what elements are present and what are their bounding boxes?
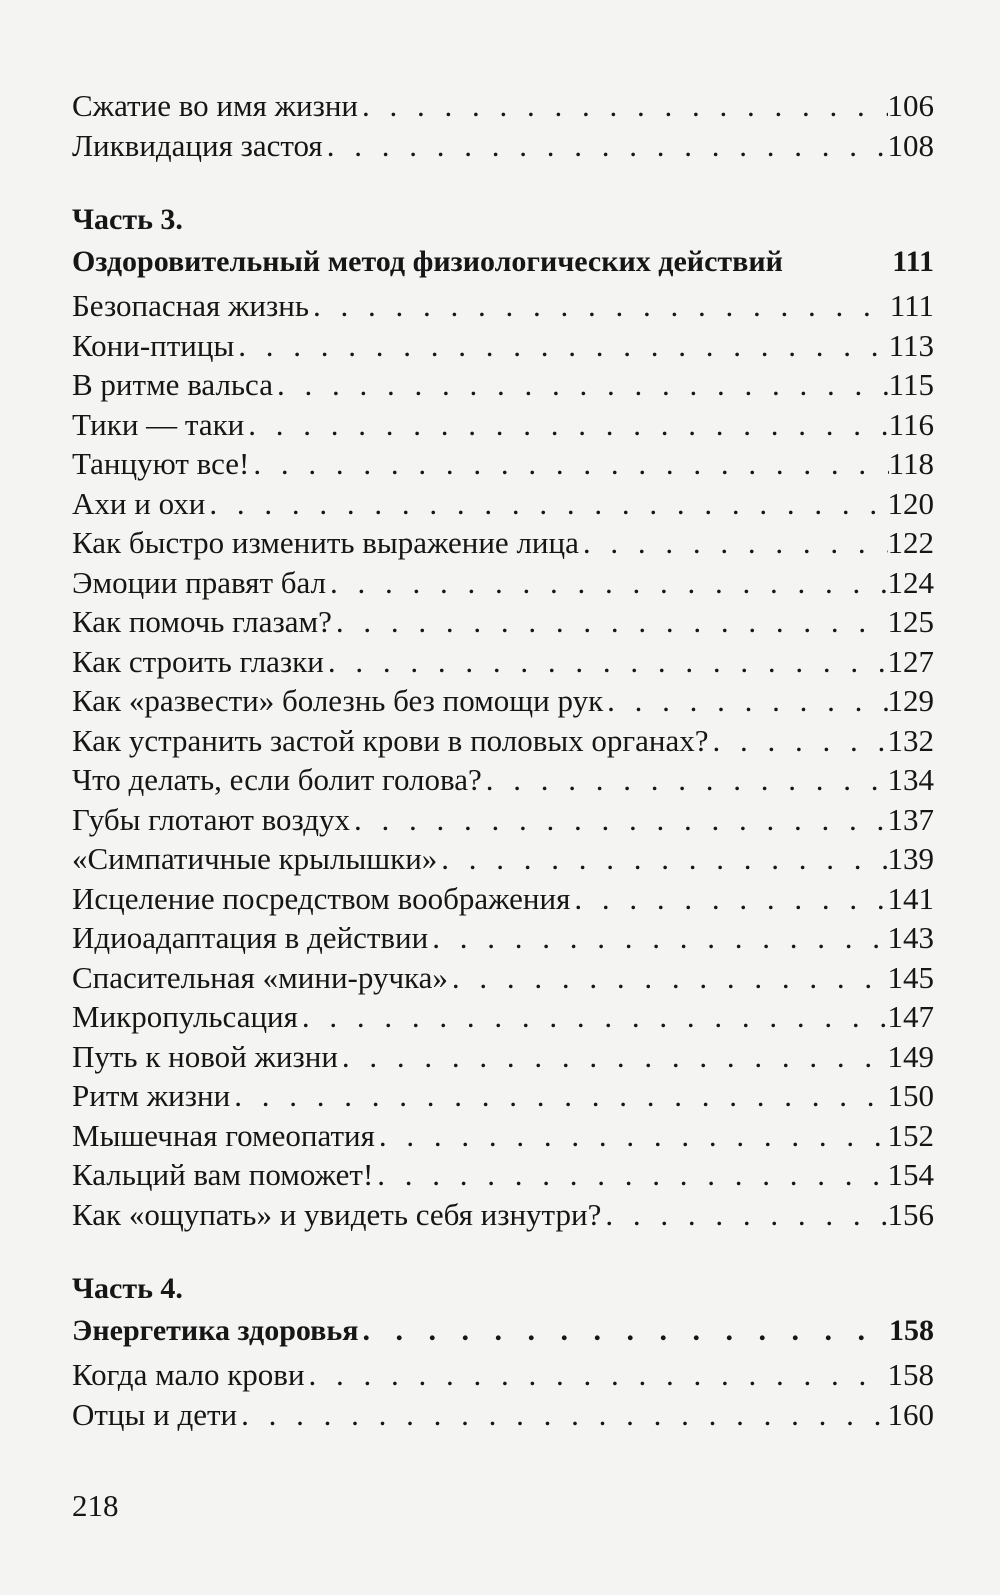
toc-entry bbox=[72, 839, 934, 879]
part-3-heading bbox=[72, 240, 934, 286]
toc-entry-page: 137 bbox=[887, 801, 934, 837]
toc-entry-title: Сжатие во имя жизни bbox=[72, 88, 359, 123]
toc-entry-page: 116 bbox=[888, 406, 934, 442]
part-heading-title: Оздоровительный метод физиологических действий bbox=[72, 245, 783, 278]
dot-leader bbox=[244, 405, 888, 445]
toc-entry-title: В ритме вальса bbox=[72, 367, 273, 402]
toc-entry-page: 149 bbox=[887, 1038, 934, 1074]
toc-entry bbox=[72, 1355, 934, 1395]
toc-entry-title: Тики — таки bbox=[72, 406, 245, 442]
toc-entry bbox=[72, 286, 934, 326]
toc-entry bbox=[72, 1116, 934, 1156]
toc-entry-page: 124 bbox=[887, 564, 934, 600]
part-3-label: Часть 3. bbox=[72, 203, 183, 236]
toc-entry-page: 125 bbox=[887, 604, 934, 639]
toc-entry-page: 113 bbox=[888, 327, 934, 363]
dot-leader bbox=[298, 997, 888, 1037]
dot-leader bbox=[373, 1155, 887, 1195]
toc-entry-page: 111 bbox=[889, 288, 934, 323]
toc-entry-title: Как «развести» болезнь без помощи рук bbox=[72, 683, 604, 718]
toc-entry-title: Ликвидация застоя bbox=[72, 127, 323, 163]
dot-leader bbox=[358, 1309, 889, 1353]
toc-entry-page: 141 bbox=[887, 880, 934, 916]
toc-entry bbox=[72, 126, 934, 166]
toc-entry bbox=[72, 760, 934, 800]
toc-entry-title: Ахи и охи bbox=[72, 485, 206, 521]
toc-entry-page: 132 bbox=[887, 722, 934, 758]
dot-leader bbox=[234, 326, 888, 366]
toc-entry-title: Эмоции правят бал bbox=[72, 564, 327, 600]
dot-leader bbox=[324, 642, 888, 682]
toc-entry bbox=[72, 86, 934, 126]
toc-entry bbox=[72, 1037, 934, 1077]
toc-entry-title: Исцеление посредством воображения bbox=[72, 880, 571, 916]
toc-entry bbox=[72, 721, 934, 761]
toc-entry-title: Как быстро изменить выражение лица bbox=[72, 525, 579, 560]
dot-leader bbox=[570, 879, 887, 919]
dot-leader bbox=[437, 839, 887, 879]
dot-leader bbox=[273, 365, 889, 405]
part-3-entries bbox=[72, 286, 934, 1234]
toc-entry-page: 139 bbox=[887, 841, 934, 876]
toc-entry-title: Ритм жизни bbox=[72, 1078, 231, 1113]
dot-leader bbox=[305, 1355, 888, 1395]
table-of-contents bbox=[72, 86, 934, 1434]
part-heading-page: 158 bbox=[889, 1314, 934, 1347]
toc-entry-page: 156 bbox=[887, 1196, 934, 1232]
part-heading-title: Энергетика здоровья bbox=[72, 1314, 359, 1347]
toc-entry-page: 147 bbox=[887, 999, 934, 1034]
toc-entry-page: 150 bbox=[887, 1078, 934, 1113]
toc-entry bbox=[72, 326, 934, 366]
part-heading-page: 111 bbox=[892, 245, 934, 278]
dot-leader bbox=[205, 484, 887, 524]
dot-leader bbox=[448, 958, 888, 998]
dot-leader bbox=[249, 444, 888, 484]
dot-leader bbox=[579, 523, 888, 563]
dot-leader bbox=[309, 286, 890, 326]
toc-entry-title: Когда мало крови bbox=[72, 1357, 305, 1392]
toc-entry-title: «Симпатичные крылышки» bbox=[72, 841, 438, 876]
toc-entry-title: Как строить глазки bbox=[72, 643, 324, 679]
dot-leader bbox=[482, 760, 888, 800]
toc-entry bbox=[72, 1155, 934, 1195]
toc-entry-page: 158 bbox=[887, 1357, 934, 1392]
toc-entry-title: Путь к новой жизни bbox=[72, 1038, 338, 1074]
dot-leader bbox=[603, 681, 887, 721]
toc-entry-title: Спасительная «мини-ручка» bbox=[72, 959, 448, 995]
toc-entry-page: 122 bbox=[887, 525, 934, 560]
part-4-label: Часть 4. bbox=[72, 1272, 183, 1305]
toc-entry bbox=[72, 563, 934, 603]
toc-entry bbox=[72, 800, 934, 840]
toc-entry-title: Как «ощупать» и увидеть себя изнутри? bbox=[72, 1196, 602, 1232]
toc-entry bbox=[72, 602, 934, 642]
toc-entry bbox=[72, 444, 934, 484]
toc-entry bbox=[72, 997, 934, 1037]
toc-entry-page: 129 bbox=[887, 683, 934, 718]
dot-leader bbox=[375, 1116, 888, 1156]
dot-leader bbox=[237, 1395, 887, 1435]
toc-entry bbox=[72, 1395, 934, 1435]
toc-entry-title: Губы глотают воздух bbox=[72, 801, 351, 837]
toc-entry-title: Что делать, если болит голова? bbox=[72, 762, 482, 797]
toc-entry-title: Как помочь глазам? bbox=[72, 604, 332, 639]
toc-entry bbox=[72, 484, 934, 524]
dot-leader bbox=[428, 918, 887, 958]
dot-leader bbox=[358, 86, 887, 126]
dot-leader bbox=[709, 721, 888, 761]
toc-entry-page: 108 bbox=[887, 127, 934, 163]
toc-entry bbox=[72, 523, 934, 563]
dot-leader bbox=[323, 126, 888, 166]
toc-entry bbox=[72, 405, 934, 445]
toc-entry-page: 118 bbox=[888, 446, 934, 481]
toc-entry bbox=[72, 681, 934, 721]
toc-entry-title: Микропульсация bbox=[72, 999, 298, 1034]
toc-entry bbox=[72, 1076, 934, 1116]
toc-entry-title: Отцы и дети bbox=[72, 1396, 238, 1432]
dot-leader bbox=[230, 1076, 887, 1116]
toc-entry-page: 152 bbox=[887, 1117, 934, 1153]
toc-entry-page: 134 bbox=[887, 762, 934, 797]
toc-entry-page: 160 bbox=[887, 1396, 934, 1432]
toc-entry-page: 127 bbox=[887, 643, 934, 679]
toc-entry-title: Как устранить застой крови в половых органах? bbox=[72, 722, 709, 758]
dot-leader bbox=[326, 563, 887, 603]
toc-entry-title: Идиоадаптация в действии bbox=[72, 920, 429, 955]
toc-entry-title: Кальций вам поможет! bbox=[72, 1157, 374, 1192]
toc-entry-title: Мышечная гомеопатия bbox=[72, 1117, 375, 1153]
toc-entry-page: 120 bbox=[887, 485, 934, 521]
toc-entry-page: 145 bbox=[887, 959, 934, 995]
toc-entry bbox=[72, 642, 934, 682]
toc-entry-page: 143 bbox=[887, 920, 934, 955]
dot-leader bbox=[338, 1037, 888, 1077]
dot-leader bbox=[601, 1195, 887, 1235]
toc-entry-title: Безопасная жизнь bbox=[72, 288, 309, 323]
part-4-heading bbox=[72, 1309, 934, 1355]
toc-entry-title: Танцуют все! bbox=[72, 446, 250, 481]
toc-entry-title: Кони-птицы bbox=[72, 327, 235, 363]
toc-entry-page: 154 bbox=[887, 1157, 934, 1192]
toc-entry-page: 106 bbox=[887, 88, 934, 123]
toc-entry bbox=[72, 958, 934, 998]
toc-entry bbox=[72, 879, 934, 919]
page-number: 218 bbox=[72, 1488, 119, 1523]
toc-entry bbox=[72, 918, 934, 958]
dot-leader bbox=[332, 602, 888, 642]
toc-entry-page: 115 bbox=[888, 367, 934, 402]
toc-entry bbox=[72, 365, 934, 405]
dot-leader bbox=[350, 800, 887, 840]
toc-entry bbox=[72, 1195, 934, 1235]
